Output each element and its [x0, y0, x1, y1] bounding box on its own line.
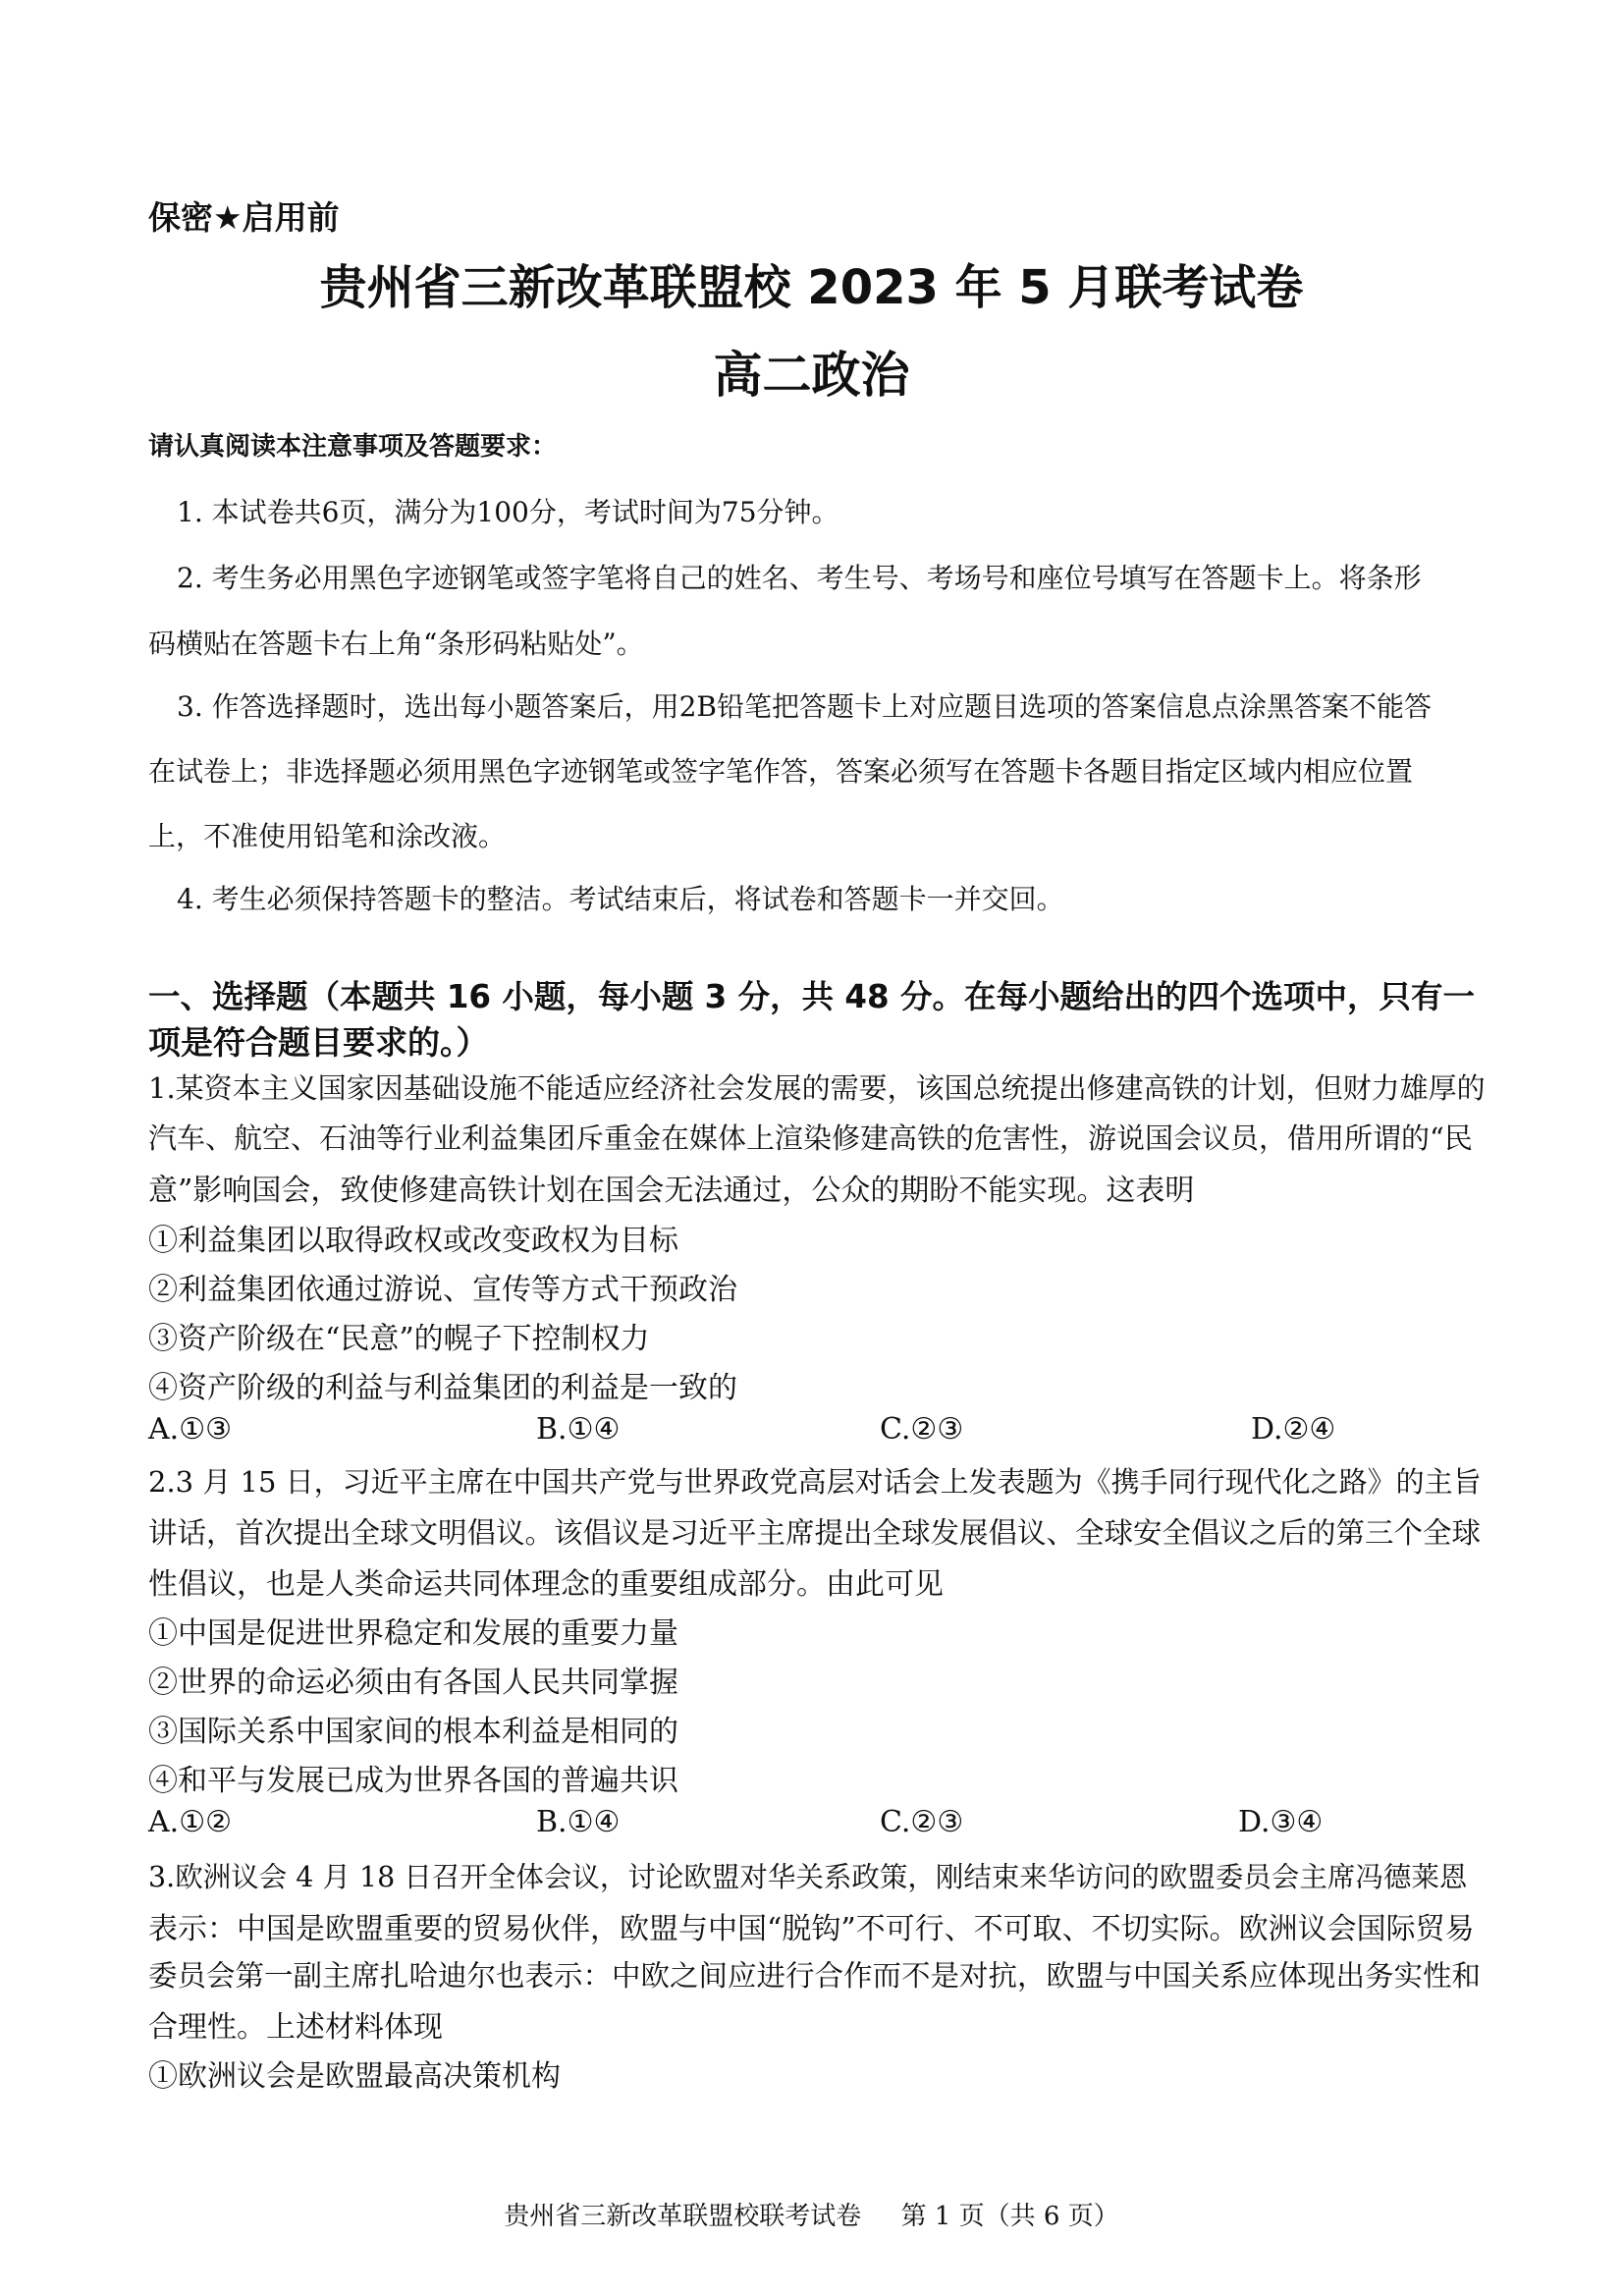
question-3-statement: ①欧洲议会是欧盟最高决策机构	[148, 2059, 561, 2094]
question-3-text: 3.欧洲议会 4 月 18 日召开全体会议，讨论欧盟对华关系政策，刚结束来华访问的欧盟委员会主席冯德莱恩	[148, 1861, 1468, 1893]
notice-line: 3. 作答选择题时，选出每小题答案后，用2B铅笔把答题卡上对应题目选项的答案信息点涂黑答案不能答	[177, 690, 1433, 723]
question-3-text: 委员会第一副主席扎哈迪尔也表示：中欧之间应进行合作而不是对抗，欧盟与中国关系应体现出务实性和	[148, 1959, 1482, 1993]
notice-heading: 请认真阅读本注意事项及答题要求：	[148, 432, 558, 462]
question-2-statement: ③国际关系中国家间的根本利益是相同的	[148, 1715, 678, 1749]
confidential-label: 保密★启用前	[148, 198, 340, 237]
question-2-option-b: B.①④	[536, 1805, 621, 1839]
question-1-statement: ①利益集团以取得政权或改变政权为目标	[148, 1224, 678, 1258]
question-2-option-d: D.③④	[1238, 1805, 1324, 1839]
question-1-option-a: A.①③	[148, 1412, 232, 1447]
notice-line: 4. 考生必须保持答题卡的整洁。考试结束后，将试卷和答题卡一并交回。	[177, 883, 1064, 915]
footer-page-number: 第 1 页（共 6 页）	[900, 2202, 1119, 2231]
exam-title: 贵州省三新改革联盟校 2023 年 5 月联考试卷	[319, 260, 1304, 315]
notice-line: 码横贴在答题卡右上角“条形码粘贴处”。	[148, 628, 644, 660]
notice-line: 上，不准使用铅笔和涂改液。	[148, 820, 507, 852]
subject-title: 高二政治	[713, 347, 910, 404]
section-heading: 一、选择题（本题共 16 小题，每小题 3 分，共 48 分。在每小题给出的四个选项中，只有一	[148, 978, 1475, 1015]
question-2-text: 讲话，首次提出全球文明倡议。该倡议是习近平主席提出全球发展倡议、全球安全倡议之后的第三个全球	[148, 1516, 1482, 1550]
question-1-option-c: C.②③	[880, 1412, 964, 1447]
question-2-statement: ①中国是促进世界稳定和发展的重要力量	[148, 1616, 678, 1651]
question-3-text: 表示：中国是欧盟重要的贸易伙伴，欧盟与中国“脱钩”不可行、不可取、不切实际。欧洲议会国际贸易	[148, 1912, 1475, 1946]
section-heading: 项是符合题目要求的。）	[148, 1023, 489, 1062]
question-2-statement: ②世界的命运必须由有各国人民共同掌握	[148, 1666, 678, 1700]
question-2-text: 性倡议，也是人类命运共同体理念的重要组成部分。由此可见	[148, 1567, 944, 1602]
question-1-text: 意”影响国会，致使修建高铁计划在国会无法通过，公众的期盼不能实现。这表明	[148, 1174, 1195, 1208]
question-2-option-c: C.②③	[880, 1805, 964, 1839]
question-1-text: 1.某资本主义国家因基础设施不能适应经济社会发展的需要，该国总统提出修建高铁的计划，但财力雄厚的	[148, 1071, 1486, 1105]
notice-line: 2. 考生务必用黑色字迹钢笔或签字笔将自己的姓名、考生号、考场号和座位号填写在答题卡上。将条形	[177, 562, 1422, 594]
question-1-statement: ②利益集团依通过游说、宣传等方式干预政治	[148, 1273, 737, 1307]
question-1-statement: ③资产阶级在“民意”的幌子下控制权力	[148, 1322, 650, 1356]
question-2-option-a: A.①②	[148, 1805, 232, 1839]
page-footer	[0, 2196, 1623, 2232]
question-3-text: 合理性。上述材料体现	[148, 2010, 443, 2045]
question-1-option-b: B.①④	[536, 1412, 621, 1447]
footer-exam-name: 贵州省三新改革联盟校联考试卷	[504, 2202, 862, 2231]
notice-line: 在试卷上；非选择题必须用黑色字迹钢笔或签字笔作答，答案必须写在答题卡各题目指定区域内相应位置	[148, 755, 1414, 788]
question-2-statement: ④和平与发展已成为世界各国的普遍共识	[148, 1764, 678, 1798]
notice-line: 1. 本试卷共6页，满分为100分，考试时间为75分钟。	[177, 496, 839, 528]
question-1-statement: ④资产阶级的利益与利益集团的利益是一致的	[148, 1371, 737, 1405]
question-1-option-d: D.②④	[1251, 1412, 1336, 1447]
question-1-text: 汽车、航空、石油等行业利益集团斥重金在媒体上渲染修建高铁的危害性，游说国会议员，借用所谓的“民	[148, 1121, 1473, 1155]
question-2-text: 2.3 月 15 日，习近平主席在中国共产党与世界政党高层对话会上发表题为《携手同行现代化之路》的主旨	[148, 1465, 1482, 1499]
